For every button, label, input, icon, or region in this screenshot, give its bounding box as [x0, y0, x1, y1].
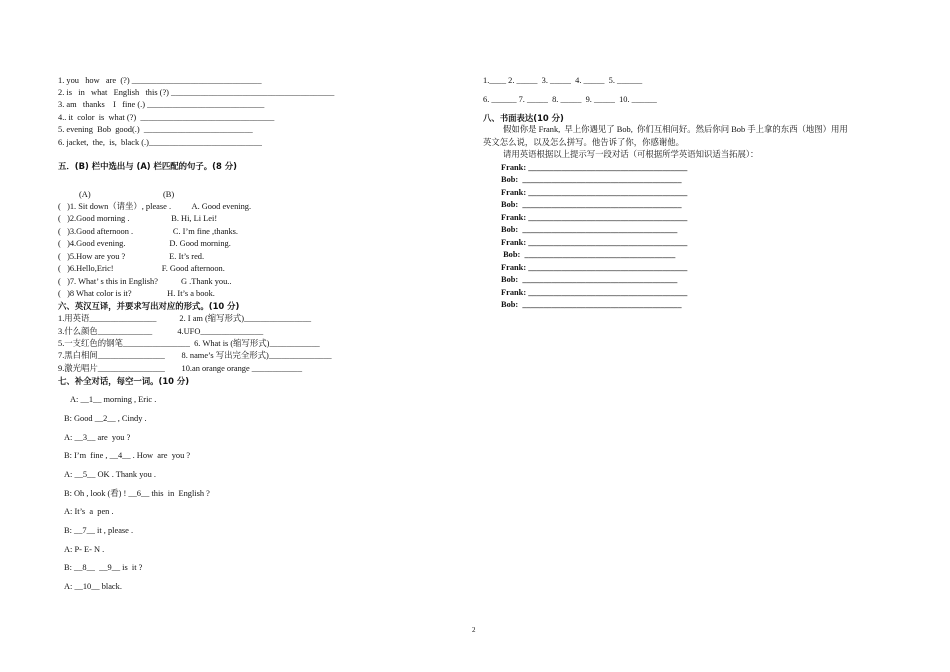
translate-row-1: 1.用英语________________ 2. I am (缩写形式)________________: [58, 314, 312, 323]
reorder-line-5: 5. evening Bob good(.) __________________________: [58, 125, 253, 134]
writing-line-11: Frank: ______________________________________: [501, 288, 688, 297]
section5-col-b-header: (B): [163, 190, 175, 199]
writing-line-12: Bob: ______________________________________: [501, 300, 682, 309]
reorder-line-6: 6. jacket, the, is, black (.)___________________________: [58, 138, 262, 147]
section7-title: 七、补全对话，每空一词。(10 分): [58, 376, 190, 386]
reorder-line-3: 3. am thanks I fine (.) ____________________________: [58, 100, 265, 109]
match-row-1: ( )1. Sit down（请坐）, please . A. Good evening.: [58, 202, 252, 211]
section6-title: 六、英汉互译，并要求写出对应的形式。(10 分): [58, 301, 240, 311]
section8-instruction-3: 请用英语根据以上提示写一段对话（可根据所学英语知识适当拓展）：: [503, 150, 759, 159]
section5-col-a-header: (A): [79, 190, 91, 199]
writing-line-9: Frank: ______________________________________: [501, 263, 688, 272]
match-row-6: ( )6.Hello,Eric! F. Good afternoon.: [58, 264, 225, 273]
match-row-3: ( )3.Good afternoon . C. I’m fine ,thanks.: [58, 227, 239, 236]
section8-instruction-1: 假如你是 Frank, 早上你遇见了 Bob, 你们互相问好。然后你问 Bob 手上拿的东西（地图）用用: [503, 125, 848, 134]
translate-row-2: 3.什么颜色_____________ 4.UFO_______________: [58, 327, 264, 336]
writing-line-8: Bob: ____________________________________: [501, 250, 676, 259]
translate-row-3: 5.一支红色的钢笔________________ 6. What is (缩写形式)____________: [58, 339, 320, 348]
writing-line-5: Frank: ______________________________________: [501, 213, 688, 222]
writing-line-6: Bob: _____________________________________: [501, 225, 678, 234]
match-row-5: ( )5.How are you ? E. It’s red.: [58, 252, 205, 261]
page-number: 2: [472, 626, 476, 634]
dialog-line-10: B: __8__ __9__ is it ?: [64, 563, 143, 572]
dialog-line-9: A: P- E- N .: [64, 545, 105, 554]
writing-line-4: Bob: ______________________________________: [501, 200, 682, 209]
match-row-8: ( )8 What color is it? H. It’s a book.: [58, 289, 215, 298]
match-row-4: ( )4.Good evening. D. Good morning.: [58, 239, 231, 248]
dialog-line-2: B: Good __2__ , Cindy .: [64, 414, 147, 423]
dialog-line-11: A: __10__ black.: [64, 582, 122, 591]
answer-blanks-row-2: 6. ______ 7. _____ 8. _____ 9. _____ 10. ______: [483, 95, 657, 104]
reorder-line-2: 2. is in what English this (?) _______________________________________: [58, 88, 335, 97]
dialog-line-5: A: __5__ OK . Thank you .: [64, 470, 156, 479]
match-row-7: ( )7. What’ s this in English? G .Thank you..: [58, 277, 232, 286]
dialog-line-6: B: Oh , look (看) ! __6__ this in English ?: [64, 489, 210, 498]
dialog-line-3: A: __3__ are you ?: [64, 433, 131, 442]
answer-blanks-row-1: 1.____ 2. _____ 3. _____ 4. _____ 5. ______: [483, 76, 643, 85]
reorder-line-1: 1. you how are (?) _______________________________: [58, 76, 262, 85]
writing-line-7: Frank: ______________________________________: [501, 238, 688, 247]
writing-line-10: Bob: _____________________________________: [501, 275, 678, 284]
reorder-line-4: 4.. it color is what (?) ________________________________: [58, 113, 275, 122]
section8-instruction-2: 英文怎么说，以及怎么拼写。他告诉了你，你感谢他。: [483, 138, 684, 147]
translate-row-5: 9.激光唱片________________ 10.an orange orange ____________: [58, 364, 303, 373]
section5-title: 五．(B) 栏中选出与 (A) 栏匹配的句子。(8 分): [58, 161, 237, 171]
section8-title: 八、书面表达(10 分): [483, 113, 564, 123]
writing-line-3: Frank: ______________________________________: [501, 188, 688, 197]
dialog-line-7: A: It’s a pen .: [64, 507, 114, 516]
writing-line-1: Frank: ______________________________________: [501, 163, 688, 172]
dialog-line-1: A: __1__ morning , Eric .: [70, 395, 157, 404]
translate-row-4: 7.黑白相间________________ 8. name’s 写出完全形式)_______________: [58, 351, 332, 360]
dialog-line-8: B: __7__ it , please .: [64, 526, 134, 535]
dialog-line-4: B: I’m fine , __4__ . How are you ?: [64, 451, 191, 460]
match-row-2: ( )2.Good morning . B. Hi, Li Lei!: [58, 214, 218, 223]
writing-line-2: Bob: ______________________________________: [501, 175, 682, 184]
